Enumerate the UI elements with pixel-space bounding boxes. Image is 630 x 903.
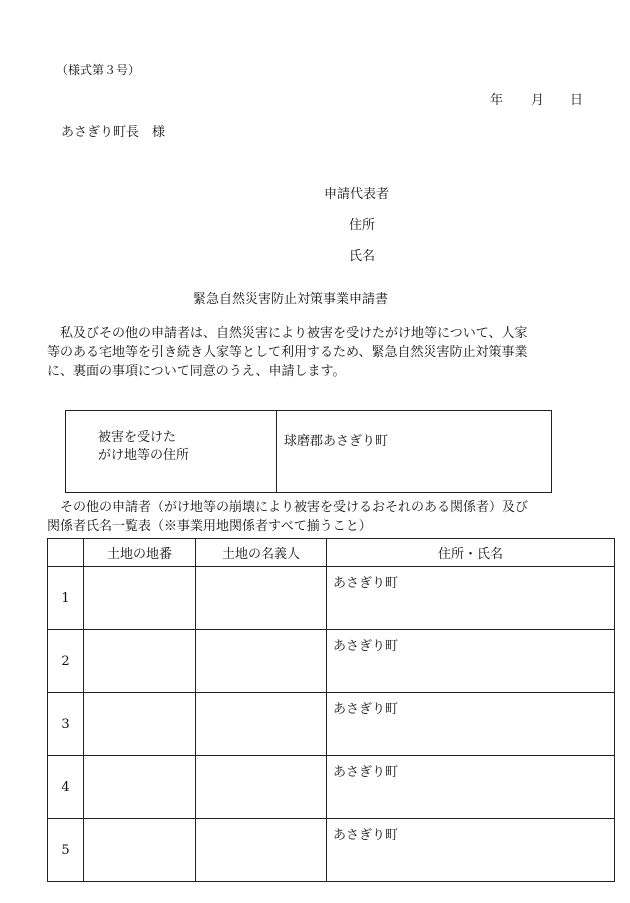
lot-number-cell[interactable] — [84, 693, 196, 756]
header-land-owner: 土地の名義人 — [196, 539, 327, 567]
row-number: 4 — [48, 756, 84, 819]
table-header-row — [48, 539, 615, 567]
damage-value-cell[interactable] — [277, 411, 552, 493]
representative-label: 申請代表者 — [324, 187, 390, 202]
date-year: 年 — [490, 93, 504, 108]
body-line: に、裏面の事項について同意のうえ、申請します。 — [47, 364, 346, 379]
header-number — [48, 539, 84, 567]
others-intro — [47, 498, 537, 536]
body-line: 等のある宅地等を引き続き人家等として利用するため、緊急自然災害防止対策事業 — [47, 345, 528, 360]
table-row — [48, 693, 615, 756]
damage-label-line1: 被害を受けた — [98, 430, 177, 445]
addressee: あさぎり町長 様 — [61, 125, 166, 140]
lot-number-cell[interactable] — [84, 567, 196, 630]
row-number: 5 — [48, 819, 84, 882]
address-name-cell[interactable]: あさぎり町 — [327, 756, 615, 819]
damage-label-cell — [66, 411, 277, 493]
header-lot-number: 土地の地番 — [84, 539, 196, 567]
table-row — [48, 630, 615, 693]
others-intro-line1: その他の申請者（がけ地等の崩壊により被害を受けるおそれのある関係者）及び — [47, 500, 529, 515]
land-owner-cell[interactable] — [196, 567, 327, 630]
lot-number-cell[interactable] — [84, 756, 196, 819]
body-paragraph — [47, 324, 537, 381]
document-title: 緊急自然災害防止対策事業申請書 — [193, 292, 389, 307]
table-row — [48, 567, 615, 630]
damage-row — [66, 411, 552, 493]
damage-address-value: 球磨郡あさぎり町 — [284, 434, 389, 449]
land-owner-cell[interactable] — [196, 693, 327, 756]
row-number: 1 — [48, 567, 84, 630]
damage-address-table — [65, 410, 552, 493]
date-month: 月 — [531, 93, 545, 108]
others-intro-line2: 関係者氏名一覧表（※事業用地関係者すべて揃うこと） — [47, 519, 372, 534]
land-owner-cell[interactable] — [196, 756, 327, 819]
address-name-cell[interactable]: あさぎり町 — [327, 567, 615, 630]
lot-number-cell[interactable] — [84, 630, 196, 693]
address-name-cell[interactable]: あさぎり町 — [327, 819, 615, 882]
table-row — [48, 819, 615, 882]
body-line: 私及びその他の申請者は、自然災害により被害を受けたがけ地等について、人家 — [47, 326, 528, 341]
name-label: 氏名 — [349, 249, 376, 264]
table-row — [48, 756, 615, 819]
row-number: 2 — [48, 630, 84, 693]
address-name-cell[interactable]: あさぎり町 — [327, 693, 615, 756]
address-label: 住所 — [349, 218, 376, 233]
address-name-cell[interactable]: あさぎり町 — [327, 630, 615, 693]
header-address-name: 住所・氏名 — [327, 539, 615, 567]
damage-label-line2: がけ地等の住所 — [98, 448, 190, 463]
lot-number-cell[interactable] — [84, 819, 196, 882]
form-number: （様式第３号） — [56, 63, 141, 77]
applicant-list-table — [47, 538, 615, 882]
land-owner-cell[interactable] — [196, 630, 327, 693]
land-owner-cell[interactable] — [196, 819, 327, 882]
row-number: 3 — [48, 693, 84, 756]
date-day: 日 — [570, 93, 584, 108]
